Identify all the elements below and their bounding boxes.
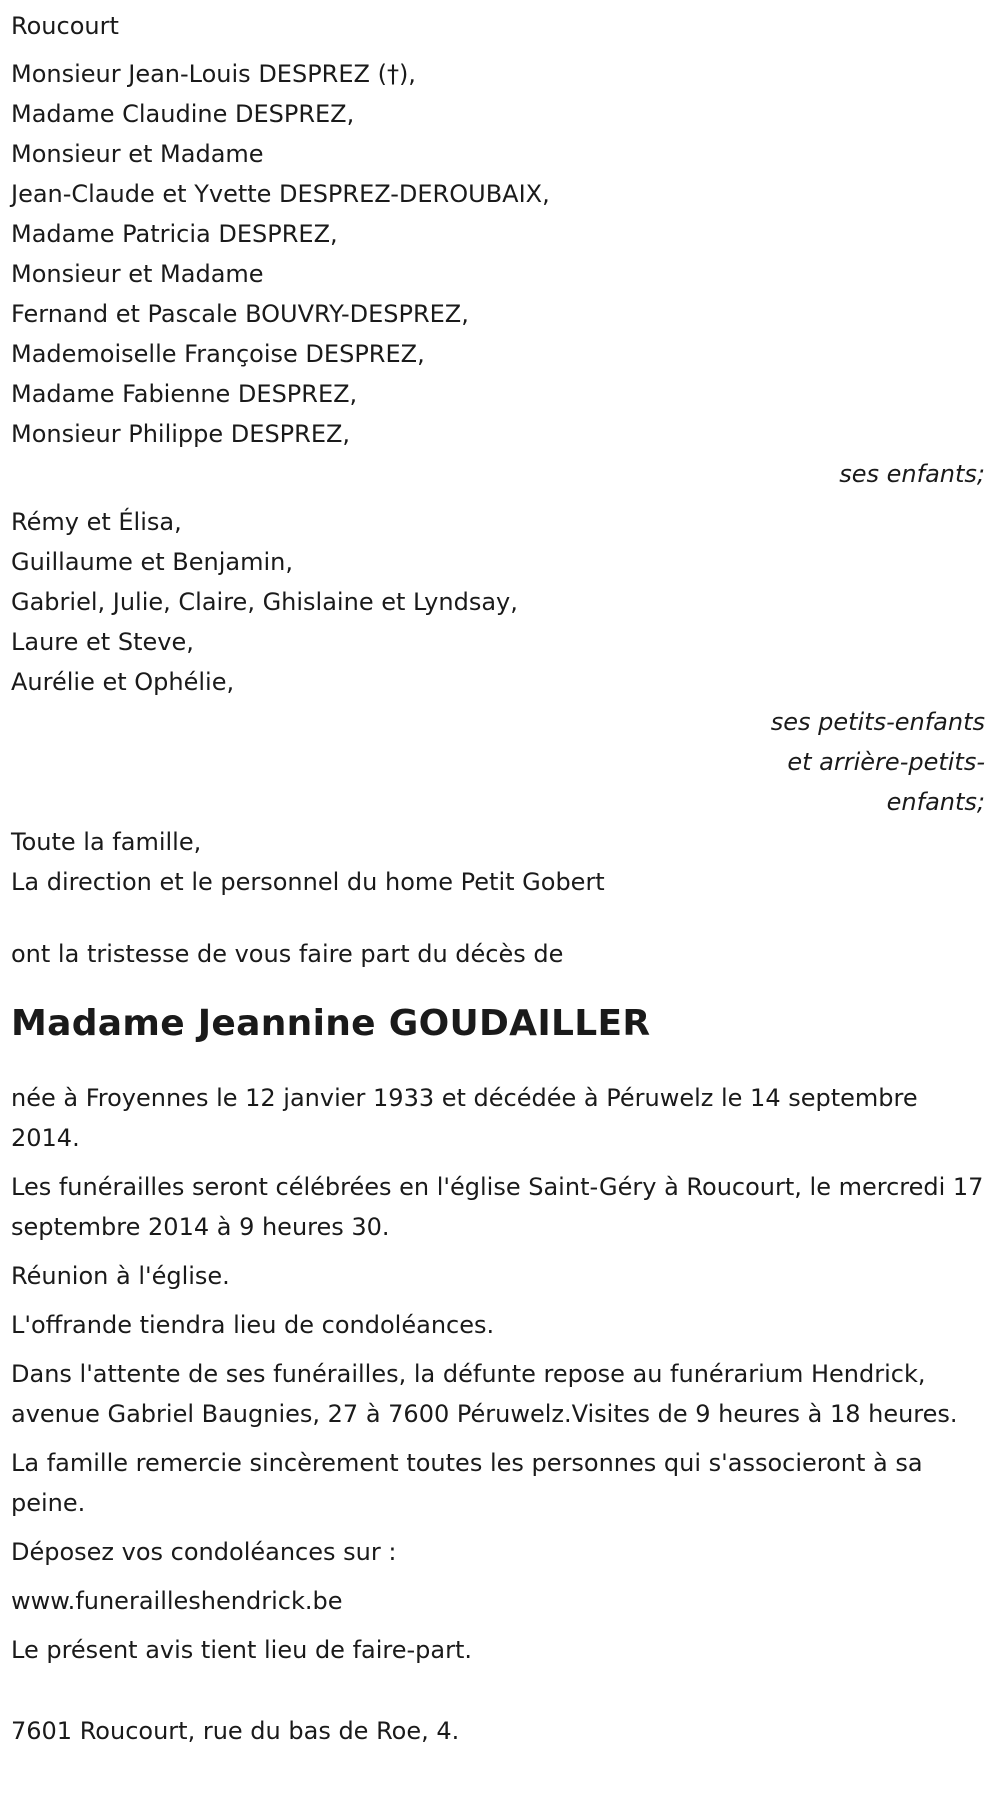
condolences-link[interactable]: www.funerailleshendrick.be	[11, 1587, 343, 1615]
grandchild-entry: Rémy et Élisa,	[11, 508, 182, 536]
details-section	[11, 1078, 991, 1670]
child-entry: Madame Patricia DESPREZ,	[11, 220, 338, 248]
child-entry: Jean-Claude et Yvette DESPREZ-DEROUBAIX,	[11, 180, 550, 208]
others-list	[11, 822, 991, 902]
child-entry: Madame Claudine DESPREZ,	[11, 100, 355, 128]
grandchildren-label	[11, 702, 991, 822]
grandchildren-list	[11, 502, 991, 702]
child-entry: Mademoiselle Françoise DESPREZ,	[11, 340, 425, 368]
announcement-text: ont la tristesse de vous faire part du décès de	[11, 940, 564, 968]
funerarium-info: Dans l'attente de ses funérailles, la défunte repose au funérarium Hendrick, avenue Gabriel Baugnies, 27 à 7600 Péruwelz.Visites de 9 heures à 18 heures.	[11, 1360, 958, 1428]
child-entry: Monsieur Philippe DESPREZ,	[11, 420, 351, 448]
obituary-content	[11, 6, 991, 1751]
offering-info: L'offrande tiendra lieu de condoléances.	[11, 1311, 495, 1339]
other-entry: La direction et le personnel du home Petit Gobert	[11, 868, 605, 896]
grandchild-entry: Aurélie et Ophélie,	[11, 668, 235, 696]
grandchild-entry: Laure et Steve,	[11, 628, 194, 656]
child-entry: Fernand et Pascale BOUVRY-DESPREZ,	[11, 300, 469, 328]
notice-info: Le présent avis tient lieu de faire-part.	[11, 1636, 473, 1664]
deceased-name: Madame Jeannine GOUDAILLER	[11, 1003, 651, 1044]
address: 7601 Roucourt, rue du bas de Roe, 4.	[11, 1717, 460, 1745]
child-entry: Monsieur Jean-Louis DESPREZ (†),	[11, 60, 416, 88]
grandchildren-label-line: ses petits-enfants	[770, 708, 985, 736]
child-entry: Monsieur et Madame	[11, 140, 264, 168]
grandchild-entry: Gabriel, Julie, Claire, Ghislaine et Lyndsay,	[11, 588, 518, 616]
place-name: Roucourt	[11, 12, 119, 40]
birth-death-info: née à Froyennes le 12 janvier 1933 et décédée à Péruwelz le 14 septembre 2014.	[11, 1084, 918, 1152]
grandchild-entry: Guillaume et Benjamin,	[11, 548, 294, 576]
meeting-info: Réunion à l'église.	[11, 1262, 230, 1290]
grandchildren-label-line: enfants;	[886, 788, 985, 816]
child-entry: Madame Fabienne DESPREZ,	[11, 380, 358, 408]
other-entry: Toute la famille,	[11, 828, 202, 856]
children-label: ses enfants;	[839, 460, 985, 488]
funeral-info: Les funérailles seront célébrées en l'église Saint-Géry à Roucourt, le mercredi 17 septembre 2014 à 9 heures 30.	[11, 1173, 984, 1241]
child-entry: Monsieur et Madame	[11, 260, 264, 288]
thanks-info: La famille remercie sincèrement toutes les personnes qui s'associeront à sa peine.	[11, 1449, 923, 1517]
children-list	[11, 54, 991, 454]
condolences-prompt: Déposez vos condoléances sur :	[11, 1538, 397, 1566]
grandchildren-label-line: et arrière-petits-	[787, 748, 985, 776]
